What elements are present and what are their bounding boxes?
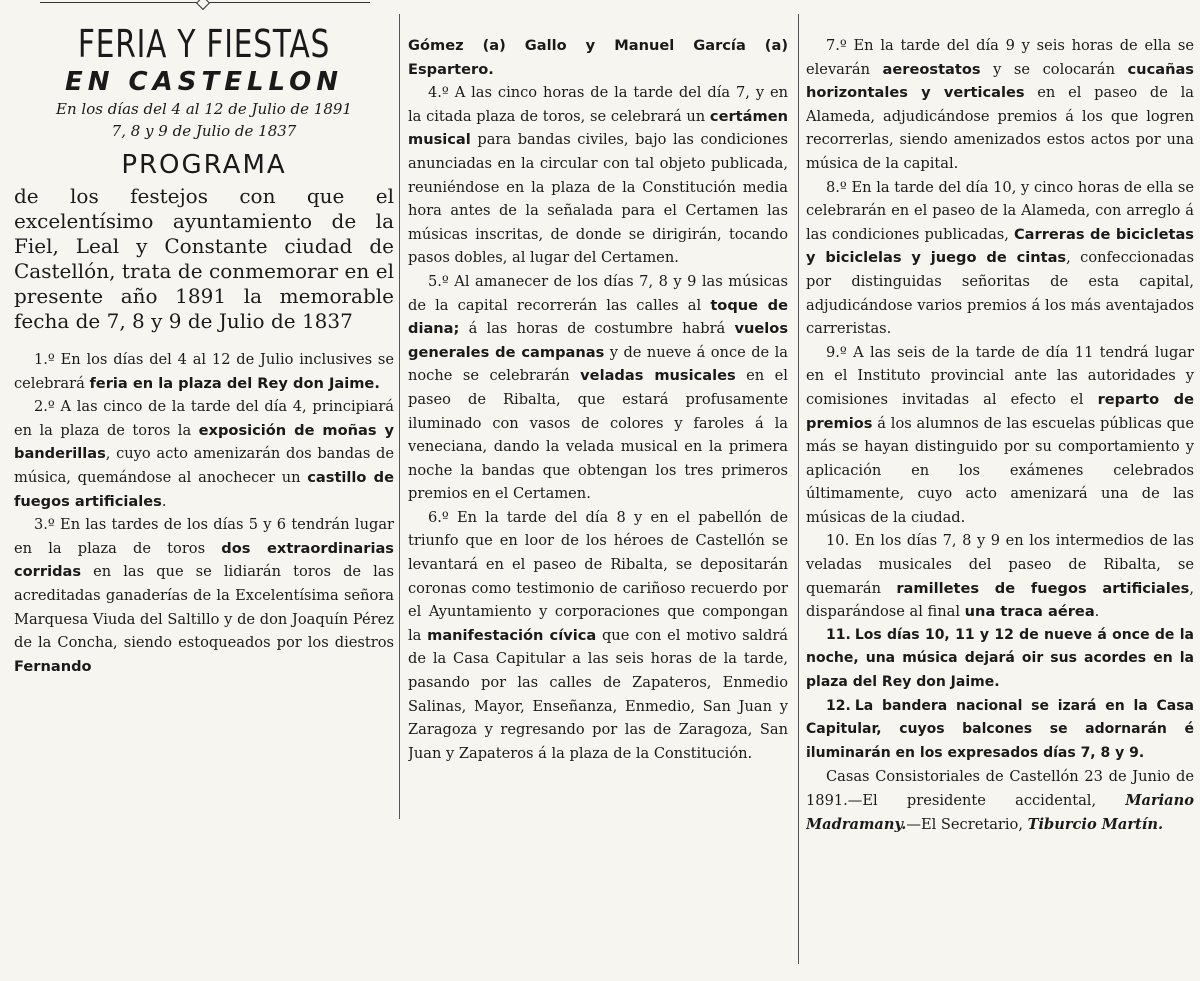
highlight: Fernando bbox=[14, 657, 92, 675]
headline-title: FERIA Y FIESTAS bbox=[77, 22, 331, 66]
program-item-2: 2.º A las cinco de la tarde del día 4, principiará en la plaza de toros la exposición de moñas y banderillas, cuyo acto amenizarán dos bandas de música, quemándose al anochecer un castillo de fuegos artificiales. bbox=[14, 398, 394, 510]
program-item-6: 6.º En la tarde del día 8 y en el pabellón de triunfo que en loor de los héroes de Castellón se levantará en el paseo de Ribalta, se depositarán coronas como testimonio de cariñoso recuerdo por el Ayuntamiento y corporaciones que compongan la manifestación cívica que con el motivo saldrá de la Casa Capitular a las seis horas de la tarde, pasando por las calles de Zapateros, Enmedio Salinas, Mayor, Enseñanza, Enmedio, San Juan y Zaragoza y regresando por las de Zaragoza, San Juan y Zapateros á la plaza de la Constitución. bbox=[408, 508, 788, 762]
programa-heading: PROGRAMA bbox=[121, 150, 287, 180]
program-item-9: 9.º A las seis de la tarde de día 11 tendrá lugar en el Instituto provincial ante las autoridades y comisiones invitadas al efecto el reparto de premios á los alumnos de las escuelas públicas que más se hayan distinguido por su comportamiento y aplicación en los exámenes celebrados últimamente, cuyo acto amenizará una de las músicas de la ciudad. bbox=[806, 343, 1194, 526]
masthead bbox=[14, 22, 394, 182]
column-3 bbox=[806, 0, 1194, 981]
highlight: cucañas horizontales y verticales bbox=[806, 60, 1194, 102]
highlight: ramilletes de fuegos artificiales bbox=[896, 579, 1190, 597]
column-1 bbox=[14, 0, 394, 981]
highlight: Gómez (a) Gallo y Manuel García (a) Espartero. bbox=[408, 37, 788, 78]
highlight: Carreras de bicicletas y biciclelas y juego de cintas bbox=[806, 225, 1194, 267]
column-2 bbox=[408, 0, 788, 981]
dates-line-1: En los días del 4 al 12 de Julio de 1891 bbox=[56, 100, 352, 118]
program-item-12: 12. La bandera nacional se izará en la Casa Capitular, cuyos balcones se adornarán é iluminarán en los expresados días 7, 8 y 9. bbox=[806, 697, 1194, 761]
highlight: manifestación cívica bbox=[427, 626, 597, 644]
dates-line-2: 7, 8 y 9 de Julio de 1837 bbox=[111, 122, 297, 140]
highlight: exposición de moñas y banderillas bbox=[14, 421, 394, 463]
intro-paragraph: de los festejos con que el excelentísimo ayuntamiento de la Fiel, Leal y Constante ciudad de Castellón, trata de conmemorar en el presente año 1891 la memorable fecha de 7, 8 y 9 de Julio de 1837 bbox=[14, 184, 394, 333]
highlight: vuelos generales de campanas bbox=[408, 320, 788, 361]
highlight: reparto de premios bbox=[806, 390, 1194, 432]
program-item-5: 5.º Al amanecer de los días 7, 8 y 9 las músicas de la capital recorrerán las calles al toque de diana; á las horas de costumbre habrá vuelos generales de campanas y de nueve á once de la noche se celebrarán veladas musicales en el paseo de Ribalta, que estará profusamente iluminado con vasos de colores y faroles á la veneciana, dando la velada musical en la primera noche la bandas que obtengan los tres primeros premios en el Certamen. bbox=[408, 272, 788, 503]
highlight: toque de diana; bbox=[408, 296, 788, 338]
program-item-4: 4.º A las cinco horas de la tarde del día 7, y en la citada plaza de toros, se celebrará un certámen musical para bandas civiles, bajo las condiciones anunciadas en la circular con tal objeto publicada, reuniéndose en la plaza de la Constitución media hora antes de la señalada para el Certamen las músicas inscritas, de donde se dirigirán, tocando pasos dobles, al lugar del Certamen. bbox=[408, 84, 788, 267]
column-divider bbox=[798, 14, 799, 964]
highlight: veladas musicales bbox=[580, 367, 736, 385]
highlight: una traca aérea bbox=[964, 603, 1095, 621]
program-item-1: 1.º En los días del 4 al 12 de Julio inclusives se celebrará feria en la plaza del Rey don Jaime. bbox=[14, 351, 394, 392]
program-item-8: 8.º En la tarde del día 10, y cinco horas de ella se celebrarán en el paseo de la Alameda, con arreglo á las condiciones publicadas, Carreras de bicicletas y biciclelas y juego de cintas, confeccionadas por distinguidas señoritas de esta capital, adjudicándose varios premios á los más aventajados carreristas. bbox=[806, 178, 1194, 338]
column-divider bbox=[399, 14, 400, 819]
headline-subtitle: EN CASTELLON bbox=[64, 67, 344, 97]
highlight: dos extraordinarias corridas bbox=[14, 539, 394, 581]
highlight: feria en la plaza del Rey don Jaime. bbox=[89, 374, 380, 392]
highlight: castillo de fuegos artificiales bbox=[14, 468, 394, 510]
program-item-10: 10. En los días 7, 8 y 9 en los intermedios de las veladas musicales del paseo de Ribalta, se quemarán ramilletes de fuegos artificiales, disparándose al final una traca aérea. bbox=[806, 532, 1194, 621]
signatory-secretary: Tiburcio Martín. bbox=[1027, 815, 1164, 833]
closing-signature: Casas Consistoriales de Castellón 23 de Junio de 1891.—El presidente accidental, Mariano Madramany.—El Secretario, Tiburcio Martín. bbox=[806, 768, 1194, 833]
program-item-11: 11. Los días 10, 11 y 12 de nueve á once de la noche, una música dejará oir sus acordes en la plaza del Rey don Jaime. bbox=[806, 626, 1194, 691]
program-item-3-continued bbox=[408, 34, 788, 81]
signatory-president: Mariano Madramany. bbox=[806, 792, 1194, 833]
highlight: certámen musical bbox=[408, 107, 788, 149]
program-item-7: 7.º En la tarde del día 9 y seis horas de ella se elevarán aereostatos y se colocarán cucañas horizontales y verticales en el paseo de la Alameda, adjudicándose premios á los que logren recorrerlas, siendo amenizados estos actos por una música de la capital. bbox=[806, 37, 1194, 172]
highlight: aereostatos bbox=[882, 60, 981, 78]
program-item-3: 3.º En las tardes de los días 5 y 6 tendrán lugar en la plaza de toros dos extraordinarias corridas en las que se lidiarán toros de las acreditadas ganaderías de la Excelentísima señora Marquesa Viuda del Saltillo y de don Joaquín Pérez de la Concha, siendo estoqueados por los diestros Fernando bbox=[14, 516, 394, 675]
